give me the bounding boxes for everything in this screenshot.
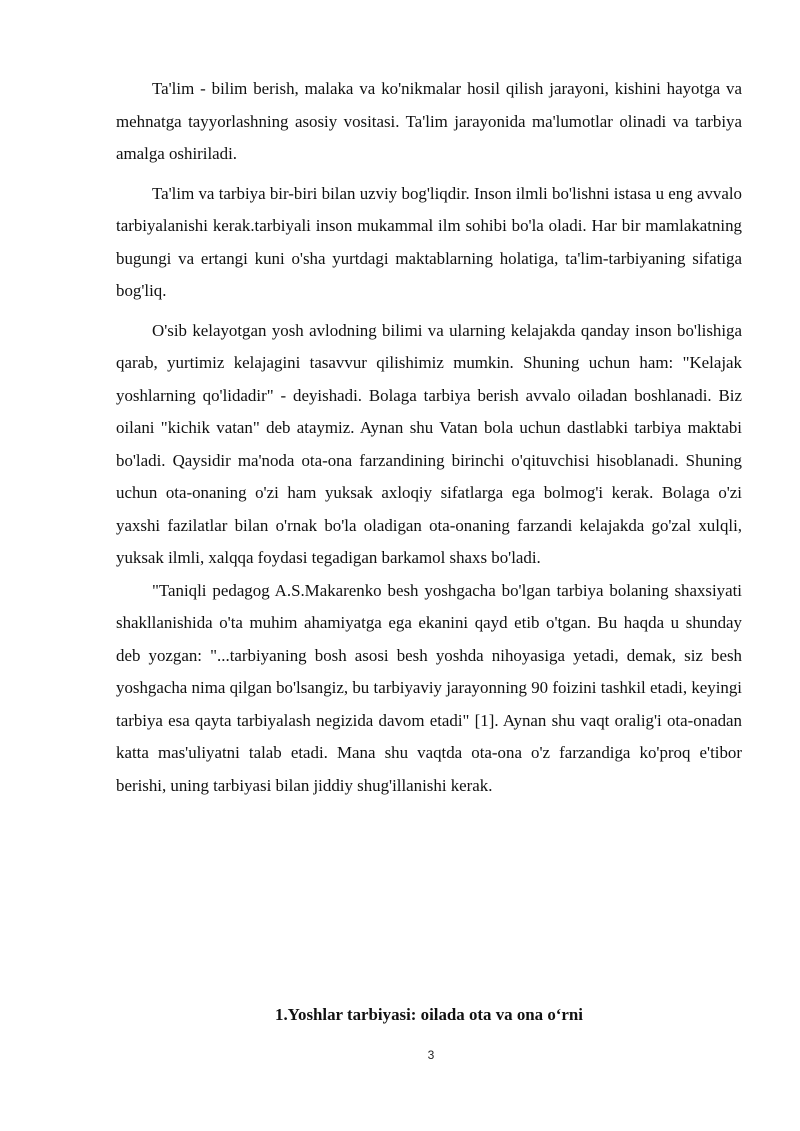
body-text [116,73,742,802]
paragraph-1: Ta'lim - bilim berish, malaka va ko'nikmalar hosil qilish jarayoni, kishini hayotga va mehnatga tayyorlashning asosiy vositasi. Ta'lim jarayonida ma'lumotlar olinadi va tarbiya amalga oshiriladi. [116,79,742,163]
page-number: 3 [427,1048,435,1062]
paragraph-3: O'sib kelayotgan yosh avlodning bilimi va ularning kelajakda qanday inson bo'lishiga qarab, yurtimiz kelajagini tasavvur qilishimiz mumkin. Shuning uchun ham: "Kelajak yoshlarning qo'lidadir" - deyishadi. Bolaga tarbiya berish avvalo oiladan boshlanadi. Biz oilani "kichik vatan" deb ataymiz. Aynan shu Vatan bola uchun dastlabki tarbiya maktabi bo'ladi. Qaysidir ma'noda ota-ona farzandining birinchi o'qituvchisi hisoblanadi. Shuning uchun ota-onaning o'zi ham yuksak axloqiy sifatlarga ega bolmog'i kerak. Bolaga o'zi yaxshi fazilatlar bilan o'rnak bo'la oladigan ota-onaning farzandi kelajakda go'zal xulqli, yuksak ilmli, xalqqa foydasi tegadigan barkamol shaxs bo'ladi. [116,320,742,567]
paragraph-4: "Taniqli pedagog A.S.Makarenko besh yoshgacha bo'lgan tarbiya bolaning shaxsiyati shakllanishida o'ta muhim ahamiyatga ega ekanini qayd etib o'tgan. Bu haqda u shunday deb yozgan: "...tarbiyaning bosh asosi besh yoshda nihoyasiga yetadi, demak, siz besh yoshgacha nima qilgan bo'lsangiz, bu tarbiyaviy jarayonning 90 foizini tashkil etadi, keyingi tarbiya esa qayta tarbiyalash negizida davom etadi" [1]. Aynan shu vaqt oralig'i ota-onadan katta mas'uliyatni talab etadi. Mana shu vaqtda ota-ona o'z farzandiga ko'proq e'tibor berishi, uning tarbiyasi bilan jiddiy shug'illanishi kerak. [116,580,742,795]
paragraph-2: Ta'lim va tarbiya bir-biri bilan uzviy bog'liqdir. Inson ilmli bo'lishni istasa u eng avvalo tarbiyalanishi kerak.tarbiyali inson mukammal ilm sohibi bo'la oladi. Har bir mamlakatning bugungi va ertangi kuni o'sha yurtdagi maktablarning holatiga, ta'lim-tarbiyaning sifatiga bog'liq. [116,183,742,300]
section-heading: 1.Yoshlar tarbiyasi: oilada ota va ona o‘rni [275,1005,583,1024]
